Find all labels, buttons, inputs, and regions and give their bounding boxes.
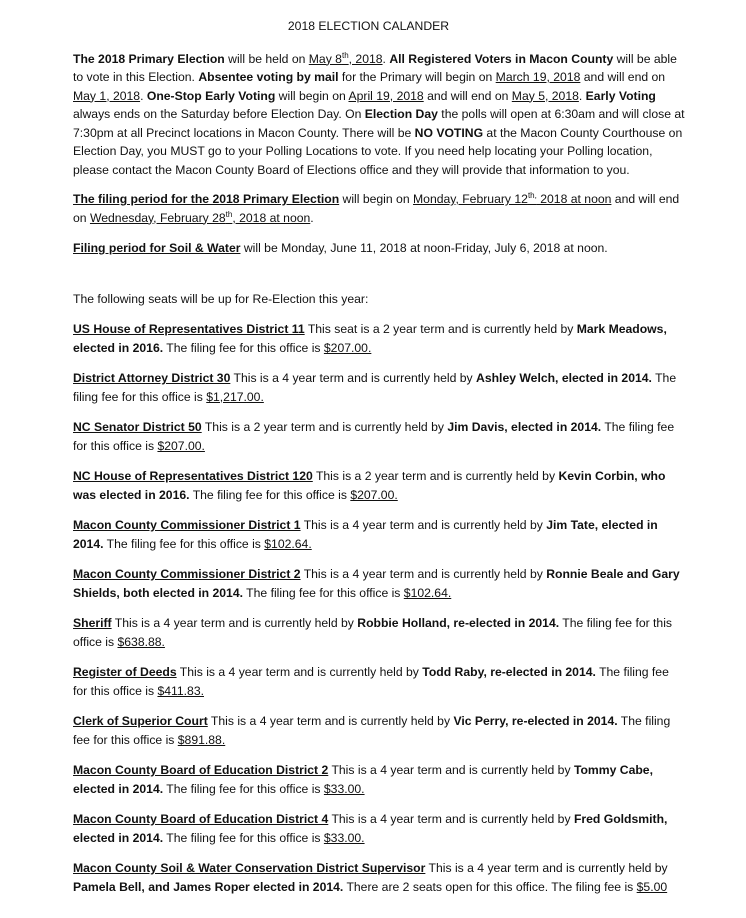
early-voting-label: One-Stop Early Voting [146, 88, 276, 103]
filing-end-date: Wednesday, February 28th, 2018 at noon [89, 209, 311, 225]
seat-holder: Ashley Welch, elected in 2014. [476, 371, 652, 385]
text: always ends on the Saturday before Election Day. On [73, 107, 365, 121]
soil-water-filing-paragraph [73, 239, 686, 258]
seat-entry [73, 369, 686, 406]
seat-text: The filing fee for this office is [103, 536, 265, 551]
text: will be able to vote in this Election. [73, 51, 677, 84]
text: will begin on [275, 88, 349, 103]
seat-entry [73, 712, 686, 749]
filing-period-paragraph [73, 190, 686, 227]
seat-fee: $33.00. [323, 781, 365, 796]
seat-name: Sheriff [73, 616, 112, 630]
primary-election-label: The 2018 Primary Election [73, 51, 225, 66]
seat-text: The filing fee for this office is [73, 420, 675, 453]
early-voting-end-date: May 5, 2018 [511, 88, 579, 103]
seat-entry [73, 761, 686, 798]
seat-text: This is a 4 year term and is currently held by [425, 861, 668, 875]
seat-entry [73, 810, 686, 847]
seat-holder: Fred Goldsmith, elected in 2014. [73, 812, 668, 845]
seat-name: Macon County Commissioner District 2 [73, 567, 301, 581]
seats-list [73, 320, 686, 896]
seat-text: The filing fee for this office is [189, 487, 351, 502]
seat-holder: Mark Meadows, elected in 2016. [73, 322, 667, 355]
seat-entry [73, 320, 686, 357]
seat-holder: Jim Tate, elected in 2014. [73, 518, 658, 551]
seat-fee: $207.00. [323, 340, 372, 355]
seat-text: This is a 4 year term and is currently held by [328, 763, 574, 777]
filing-start-date: Monday, February $12^{th,}$ 2018 at noon [413, 190, 612, 206]
seat-holder: Ronnie Beale and Gary Shields, both elected in 2014. [73, 567, 680, 600]
text: will be held on [224, 51, 309, 66]
text: at the Macon County Courthouse on Election Day, you MUST go to your Polling Locations to vote. If you need help locating your Polling location, please contact the Macon County Board of Elections office and they will provide that information to you. [73, 125, 683, 177]
no-voting-label: NO VOTING [414, 125, 484, 140]
absentee-label: Absentee voting by mail [198, 70, 339, 84]
seat-text: This is a 4 year term and is currently held by [328, 812, 574, 826]
seat-name: Macon County Soil & Water Conservation District Supervisor [73, 861, 426, 875]
registered-voters-text: All Registered Voters in Macon County [389, 51, 614, 66]
soil-water-label: Filing period for Soil & Water [73, 241, 241, 255]
seat-holder: Pamela Bell, and James Roper elected in 2014. [73, 879, 344, 894]
text: for the Primary will begin on [338, 70, 496, 84]
seat-name: NC Senator District 50 [73, 420, 202, 434]
text: . [382, 51, 390, 66]
text: and will end on [73, 192, 680, 225]
seat-text: The filing fee for this office is [73, 665, 669, 698]
seat-name: Clerk of Superior Court [73, 714, 208, 728]
absentee-end-date: May 1, 2018 [73, 88, 141, 103]
seat-text: There are 2 seats open for this office. The filing fee is [343, 879, 637, 894]
seat-text: This is a 2 year term and is currently held by [201, 420, 448, 434]
text: . [310, 210, 314, 225]
seat-entry [73, 614, 686, 651]
seat-holder: Vic Perry, re-elected in 2014. [453, 714, 618, 728]
seat-text: The filing fee for this office is [163, 781, 324, 796]
text: will be Monday, June 11, 2018 at noon-Friday, July 6, 2018 at noon. [240, 241, 608, 255]
seat-fee: $33.00. [323, 830, 365, 845]
seat-text: This seat is a 2 year term and is currently held by [304, 322, 577, 336]
election-day-label: Election Day [364, 107, 438, 121]
early-voting-start-date: April 19, 2018 [348, 88, 424, 103]
primary-election-paragraph [73, 50, 686, 180]
seat-text: The filing fee for this office is [163, 340, 324, 355]
document-title: 2018 ELECTION CALANDER [287, 19, 450, 33]
seat-fee: $207.00. [350, 487, 398, 502]
seat-fee: $891.88. [177, 732, 226, 747]
seat-name: NC House of Representatives District 120 [73, 469, 313, 483]
seat-name: Macon County Board of Education District 2 [73, 763, 329, 777]
seat-entry [73, 565, 686, 602]
seat-holder: Todd Raby, re-elected in 2014. [422, 665, 596, 679]
seat-fee: $411.83. [157, 683, 204, 698]
seat-text: The filing fee for this office is [163, 830, 324, 845]
seat-entry [73, 418, 686, 455]
seat-holder: Kevin Corbin, who was elected in 2016. [73, 469, 666, 502]
seat-text: The filing fee for this office is [243, 585, 404, 600]
text: the polls will open at 6:30am and will close at 7:30pm at all Precinct locations in Macon County. There will be [73, 107, 685, 140]
seat-holder: Jim Davis, elected in 2014. [447, 420, 602, 434]
seat-fee: $5.00 [636, 879, 668, 894]
seat-text: This is a 4 year term and is currently held by [176, 665, 423, 679]
seat-holder: Tommy Cabe, elected in 2014. [73, 763, 653, 796]
seat-name: US House of Representatives District 11 [73, 322, 305, 336]
seat-fee: $207.00. [157, 438, 205, 453]
seat-fee: $638.88. [117, 634, 165, 649]
text: and will end on [580, 70, 666, 84]
seat-fee: $1,217.00. [206, 389, 264, 404]
seat-text: This is a 4 year term and is currently held by [111, 616, 358, 630]
seat-text: The filing fee for this office is [73, 616, 673, 649]
seats-intro: The following seats will be up for Re-Election this year: [73, 291, 369, 306]
filing-period-label: The filing period for the 2018 Primary Election [73, 192, 340, 206]
seat-holder: Robbie Holland, re-elected in 2014. [357, 616, 560, 630]
seat-text: The filing fee for this office is [73, 371, 677, 404]
seat-name: Register of Deeds [73, 665, 177, 679]
text: . [578, 88, 586, 103]
seat-fee: $102.64. [264, 536, 312, 551]
seat-entry [73, 859, 686, 896]
seat-fee: $102.64. [403, 585, 452, 600]
seat-name: Macon County Commissioner District 1 [73, 518, 301, 532]
seat-name: Macon County Board of Education District 4 [73, 812, 329, 826]
primary-date: May 8th, 2018 [308, 50, 383, 66]
seat-text: This is a 4 year term and is currently held by [300, 567, 547, 581]
text: and will end on [423, 88, 512, 103]
seat-entry [73, 516, 686, 553]
seat-name: District Attorney District 30 [73, 371, 231, 385]
seat-entry [73, 663, 686, 700]
absentee-start-date: March 19, 2018 [495, 70, 581, 84]
seat-entry [73, 467, 686, 504]
text: . [140, 88, 147, 103]
seat-text: This is a 4 year term and is currently held by [207, 714, 454, 728]
seat-text: The filing fee for this office is [73, 714, 671, 747]
seat-text: This is a 4 year term and is currently held by [300, 518, 547, 532]
seat-text: This is a 4 year term and is currently held by [230, 371, 477, 385]
text: will begin on [339, 192, 414, 206]
seat-text: This is a 2 year term and is currently held by [312, 469, 559, 483]
early-voting-bold: Early Voting [585, 88, 656, 103]
